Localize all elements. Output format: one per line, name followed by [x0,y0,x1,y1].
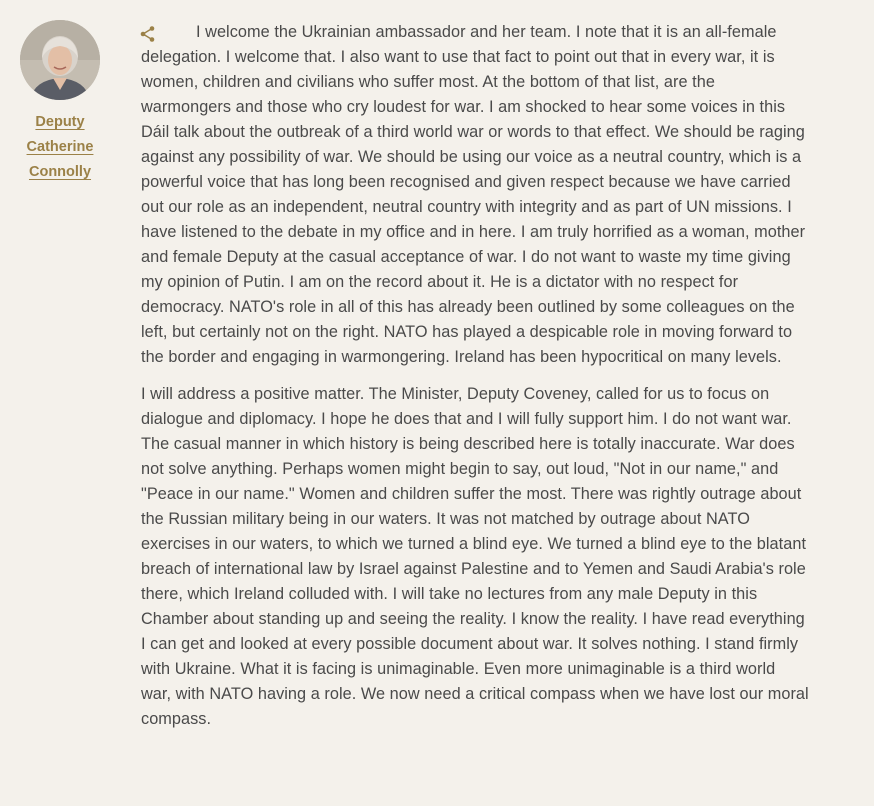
speaker-panel [14,20,106,185]
speaker-name-line1: Deputy [35,114,85,130]
speech-paragraph: I will address a positive matter. The Minister, Deputy Coveney, called for us to focus on dialogue and diplomacy. I hope he does that and I will fully support him. I do not want war. The casual manner in which history is being described here is totally inaccurate. War does not solve anything. Perhaps women might begin to say, out loud, "Not in our name," and "Peace in our name." Women and children suffer the most. There was rightly outrage about the Russian military being in our waters. It was not matched by outrage about NATO exercises in our waters, to which we turned a blind eye. We turned a blind eye to the blatant breach of international law by Israel against Palestine and to Yemen and Saudi Arabia's role there, which Ireland colluded with. I will take no lectures from any male Deputy in this Chamber about standing up and seeing the reality. I know the reality. I have read everything I can get and looked at every possible document about war. It solves nothing. I stand firmly with Ukraine. What it is facing is unimaginable. Even more unimaginable is a third world war, with NATO having a role. We now need a critical compass when we have lost our moral compass. [141,385,809,728]
speaker-avatar[interactable] [20,20,100,100]
speaker-name-line3: Connolly [28,164,92,180]
speaker-photo-icon [20,20,100,100]
speech-body [141,20,809,744]
speech-paragraph: I welcome the Ukrainian ambassador and her team. I note that it is an all-female delegation. I welcome that. I also want to use that fact to point out that in every war, it is women, children and civilians who suffer most. At the bottom of that list, are the warmongers and those who cry loudest for war. I am shocked to hear some voices in this Dáil talk about the outbreak of a third world war or words to that effect. We should be raging against any possibility of war. We should be using our voice as a neutral country, which is a powerful voice that has long been recognised and given respect because we have carried out our role as an independent, neutral country with integrity and as part of UN missions. I have listened to the debate in my office and in here. I am truly horrified as a woman, mother and female Deputy at the casual acceptance of war. I do not want to waste my time giving my opinion of Putin. I am on the record about it. He is a dictator with no respect for democracy. NATO's role in all of this has already been outlined by some colleagues on the left, but certainly not on the right. NATO has played a despicable role in moving forward to the border and engaging in warmongering. Ireland has been hypocritical on many levels. [141,23,806,366]
speaker-name-link[interactable] [14,110,106,185]
speaker-name-line2: Catherine [26,139,94,155]
